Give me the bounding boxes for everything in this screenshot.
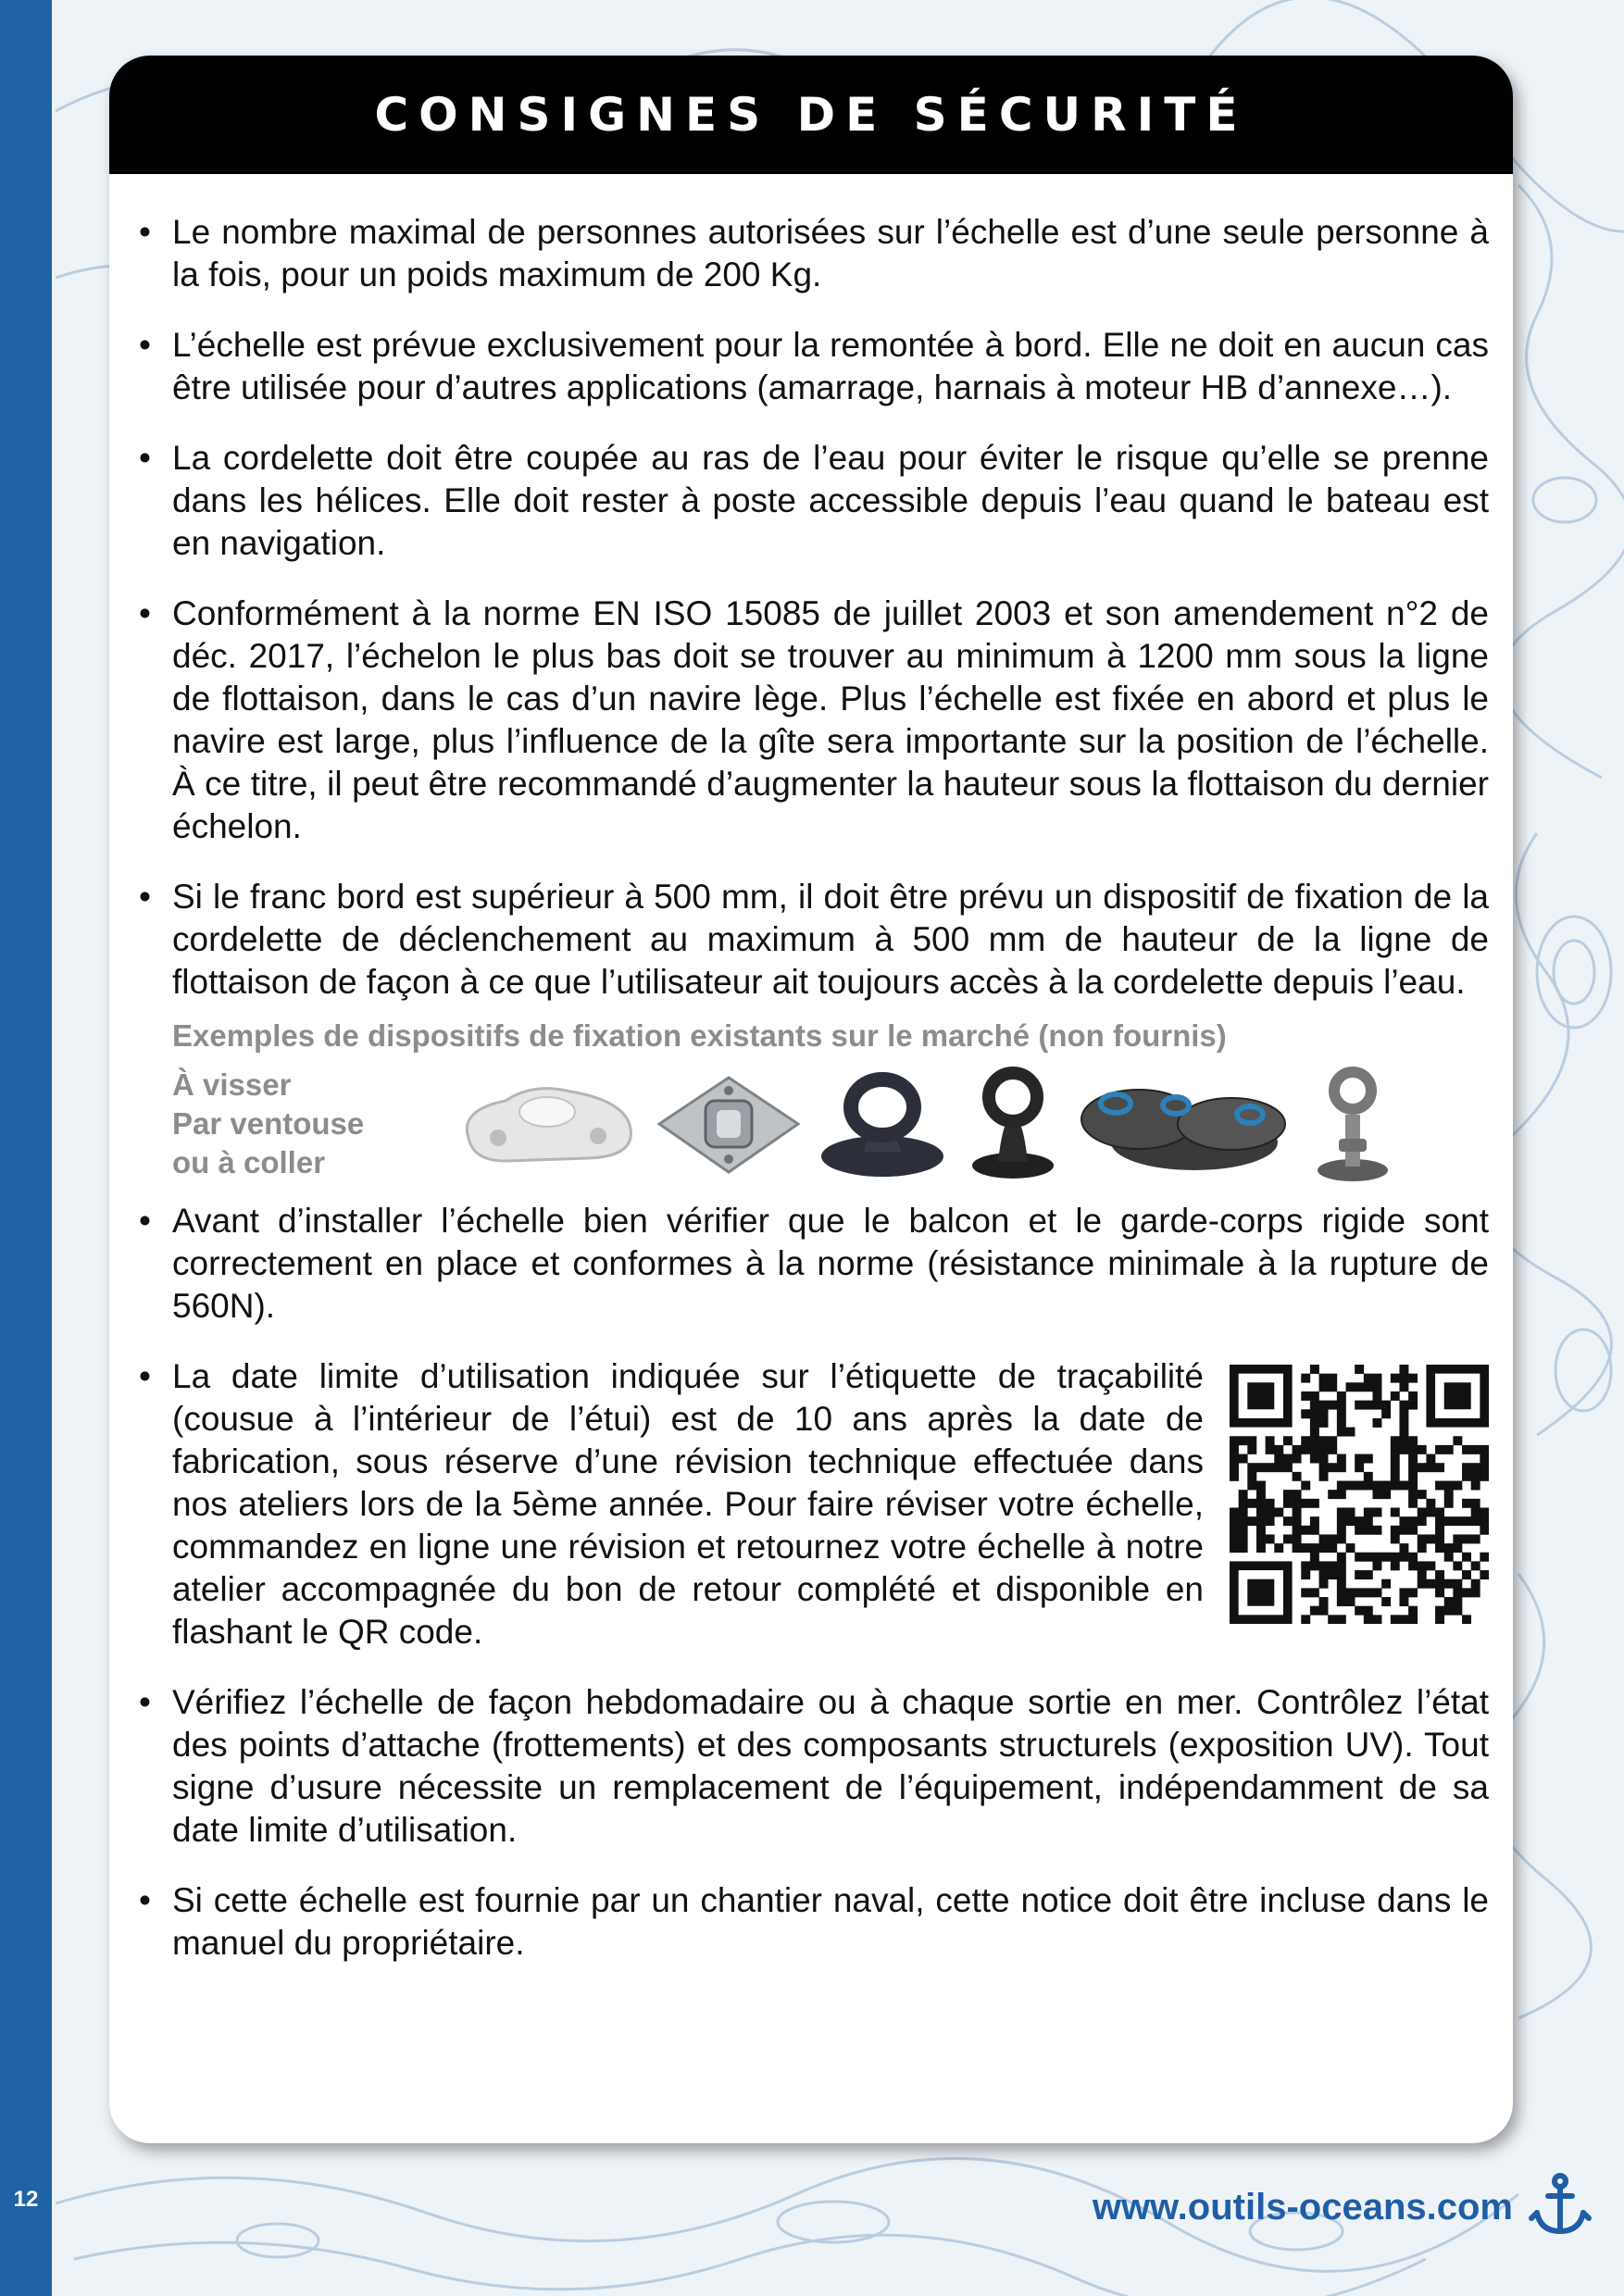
screw-eye-bolt-image bbox=[1302, 1059, 1404, 1189]
label-suction: Par ventouse bbox=[172, 1106, 365, 1141]
rule-text: Avant d’installer l’échelle bien vérifier que le balcon et le garde-corps rigide sont correctement en place et conformes à la norme (résistance minimale à la rupture de 560N). bbox=[172, 1202, 1489, 1325]
steel-pad-eye-image bbox=[650, 1068, 807, 1179]
bullet: • bbox=[139, 439, 151, 477]
fixation-examples bbox=[172, 1017, 1489, 1189]
rule-text: Conformément à la norme EN ISO 15085 de juillet 2003 et son amendement n°2 de déc. 2017, l’échelon le plus bas doit se trouver au minimum à 1200 mm sous la ligne de flottaison, dans le cas d’un navire lège. Plus l’échelle est fixée en abord et plus le navire est large, plus l’influence de la gîte sera importante sur la position de l’échelle. À ce titre, il peut être recommandé d’augmenter la hauteur sous la flottaison du dernier échelon. bbox=[172, 594, 1489, 845]
carbon-pad-eyes-image bbox=[1074, 1068, 1296, 1179]
safety-rules-list-continued bbox=[139, 1200, 1489, 1965]
bullet: • bbox=[139, 594, 151, 632]
suction-cup-eye-image bbox=[957, 1064, 1068, 1184]
page-number: 12 bbox=[13, 2187, 39, 2212]
qr-code[interactable] bbox=[1230, 1365, 1489, 1634]
examples-labels bbox=[172, 1066, 450, 1182]
qr-code-icon bbox=[1230, 1365, 1489, 1624]
examples-caption: Exemples de dispositifs de fixation existants sur le marché (non fournis) bbox=[172, 1018, 1227, 1053]
page-title: CONSIGNES DE SÉCURITÉ bbox=[374, 88, 1248, 142]
list-item bbox=[139, 1681, 1489, 1852]
label-screw: À visser bbox=[172, 1067, 292, 1102]
label-glue: ou à coller bbox=[172, 1145, 326, 1179]
list-item bbox=[139, 1355, 1489, 1653]
website-link[interactable]: www.outils-oceans.com bbox=[1092, 2187, 1513, 2227]
bullet: • bbox=[139, 878, 151, 916]
anchor-icon bbox=[1528, 2172, 1593, 2237]
side-color-strip bbox=[0, 0, 52, 2296]
bullet: • bbox=[139, 326, 151, 364]
rule-text: La cordelette doit être coupée au ras de l’eau pour éviter le risque qu’elle se prenne dans les hélices. Elle doit rester à poste accessible depuis l’eau quand le bateau est en navigation. bbox=[172, 439, 1489, 562]
rule-text: L’échelle est prévue exclusivement pour la remontée à bord. Elle ne doit en aucun cas être utilisée pour d’autres applications (amarrage, harnais à moteur HB d’annexe…). bbox=[172, 326, 1489, 406]
examples-row bbox=[172, 1059, 1489, 1189]
safety-instructions-card bbox=[109, 56, 1513, 2143]
bullet: • bbox=[139, 1202, 151, 1240]
suction-cup-ring-image bbox=[813, 1068, 952, 1179]
rule-text: La date limite d’utilisation indiquée sur l’étiquette de traçabilité (cousue à l’intérieur de l’étui) est de 10 ans après la date de fabrication, sous réserve d’une révision technique effectuée dans nos ateliers lors de la 5ème année. Pour faire réviser votre échelle, commandez en ligne une révision et retournez votre échelle à notre atelier accompagnée du bon de retour complété et disponible en flashant le QR code. bbox=[172, 1357, 1204, 1651]
bullet: • bbox=[139, 1683, 151, 1721]
list-item bbox=[139, 211, 1489, 296]
safety-rules-list bbox=[139, 211, 1489, 1004]
rule-text: Vérifiez l’échelle de façon hebdomadaire ou à chaque sortie en mer. Contrôlez l’état des points d’attache (frottements) et des composants structurels (exposition UV). Tout signe d’usure nécessite un remplacement de l’équipement, indépendamment de sa date limite d’utilisation. bbox=[172, 1683, 1489, 1849]
list-item bbox=[139, 1200, 1489, 1328]
list-item bbox=[139, 437, 1489, 565]
list-item bbox=[139, 876, 1489, 1004]
rule-text: Si cette échelle est fournie par un chantier naval, cette notice doit être incluse dans le manuel du propriétaire. bbox=[172, 1881, 1489, 1962]
list-item bbox=[139, 593, 1489, 848]
rule-text: Le nombre maximal de personnes autorisées sur l’échelle est d’une seule personne à la fois, pour un poids maximum de 200 Kg. bbox=[172, 213, 1489, 293]
bullet: • bbox=[139, 213, 151, 251]
list-item bbox=[139, 324, 1489, 409]
rule-text: Si le franc bord est supérieur à 500 mm, il doit être prévu un dispositif de fixation de la cordelette de déclenchement au maximum à 500 mm de hauteur de la ligne de flottaison de façon à ce que l’utilisateur ait toujours accès à la cordelette depuis l’eau. bbox=[172, 878, 1489, 1001]
white-cleat-fitting-image bbox=[450, 1073, 644, 1175]
bullet: • bbox=[139, 1357, 151, 1395]
card-header bbox=[109, 56, 1513, 174]
bullet: • bbox=[139, 1881, 151, 1919]
card-content bbox=[109, 211, 1513, 1965]
list-item bbox=[139, 1879, 1489, 1965]
examples-images bbox=[450, 1059, 1404, 1189]
